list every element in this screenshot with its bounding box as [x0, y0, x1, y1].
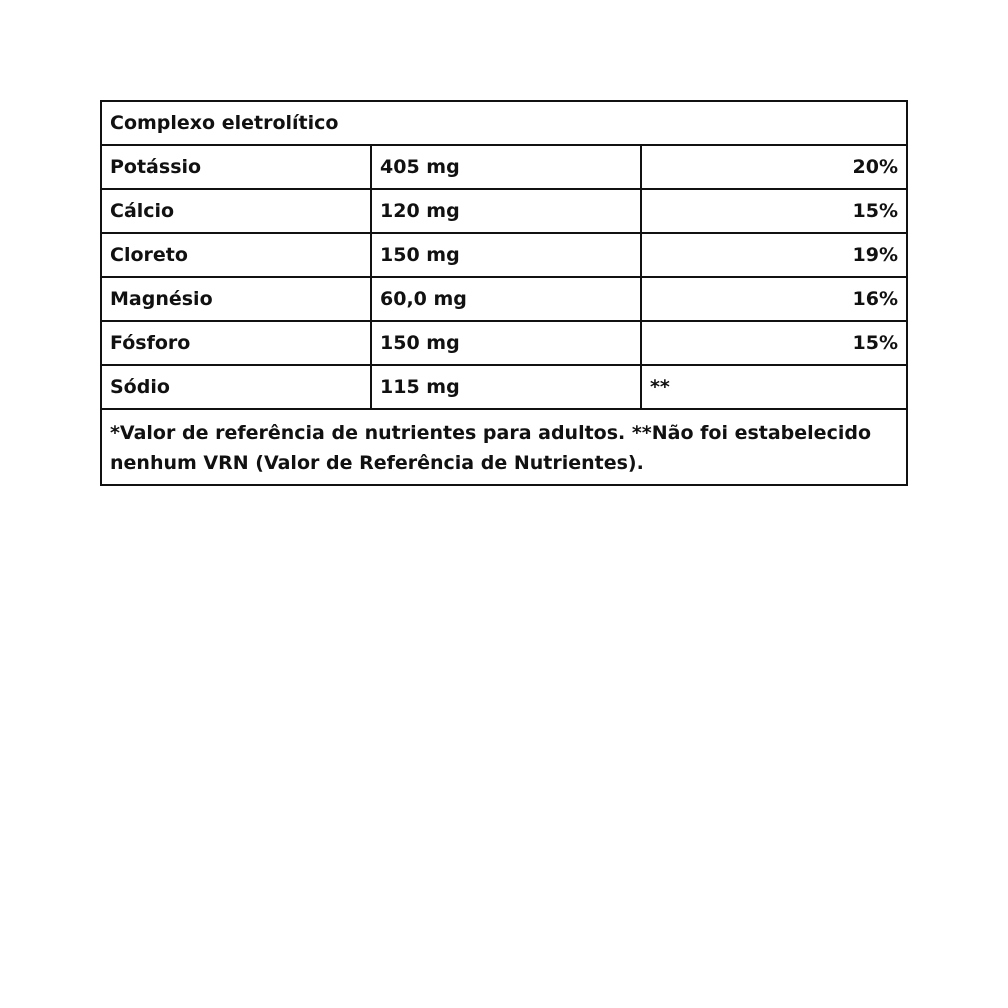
- table-header-row: [101, 101, 907, 145]
- nutrient-vrn: 20%: [641, 145, 907, 189]
- nutrient-amount: 120 mg: [371, 189, 641, 233]
- nutrient-name: Cloreto: [101, 233, 371, 277]
- footnote: *Valor de referência de nutrientes para adultos. **Não foi estabelecido nenhum VRN (Valor de Referência de Nutrientes).: [101, 409, 907, 485]
- nutrient-amount: 150 mg: [371, 321, 641, 365]
- table-row: [101, 145, 907, 189]
- table-row: [101, 233, 907, 277]
- table-row: [101, 189, 907, 233]
- nutrient-name: Sódio: [101, 365, 371, 409]
- table-title: Complexo eletrolítico: [101, 101, 907, 145]
- nutrient-name: Potássio: [101, 145, 371, 189]
- table-row: [101, 321, 907, 365]
- electrolyte-table: [100, 100, 908, 486]
- nutrient-amount: 150 mg: [371, 233, 641, 277]
- nutrient-name: Fósforo: [101, 321, 371, 365]
- nutrient-vrn: 15%: [641, 321, 907, 365]
- nutrient-vrn: 19%: [641, 233, 907, 277]
- table-row: [101, 365, 907, 409]
- nutrient-amount: 405 mg: [371, 145, 641, 189]
- nutrient-name: Magnésio: [101, 277, 371, 321]
- nutrient-amount: 115 mg: [371, 365, 641, 409]
- nutrient-name: Cálcio: [101, 189, 371, 233]
- footnote-row: [101, 409, 907, 485]
- nutrient-vrn: **: [641, 365, 907, 409]
- table-row: [101, 277, 907, 321]
- nutrient-vrn: 16%: [641, 277, 907, 321]
- nutrient-vrn: 15%: [641, 189, 907, 233]
- nutrient-amount: 60,0 mg: [371, 277, 641, 321]
